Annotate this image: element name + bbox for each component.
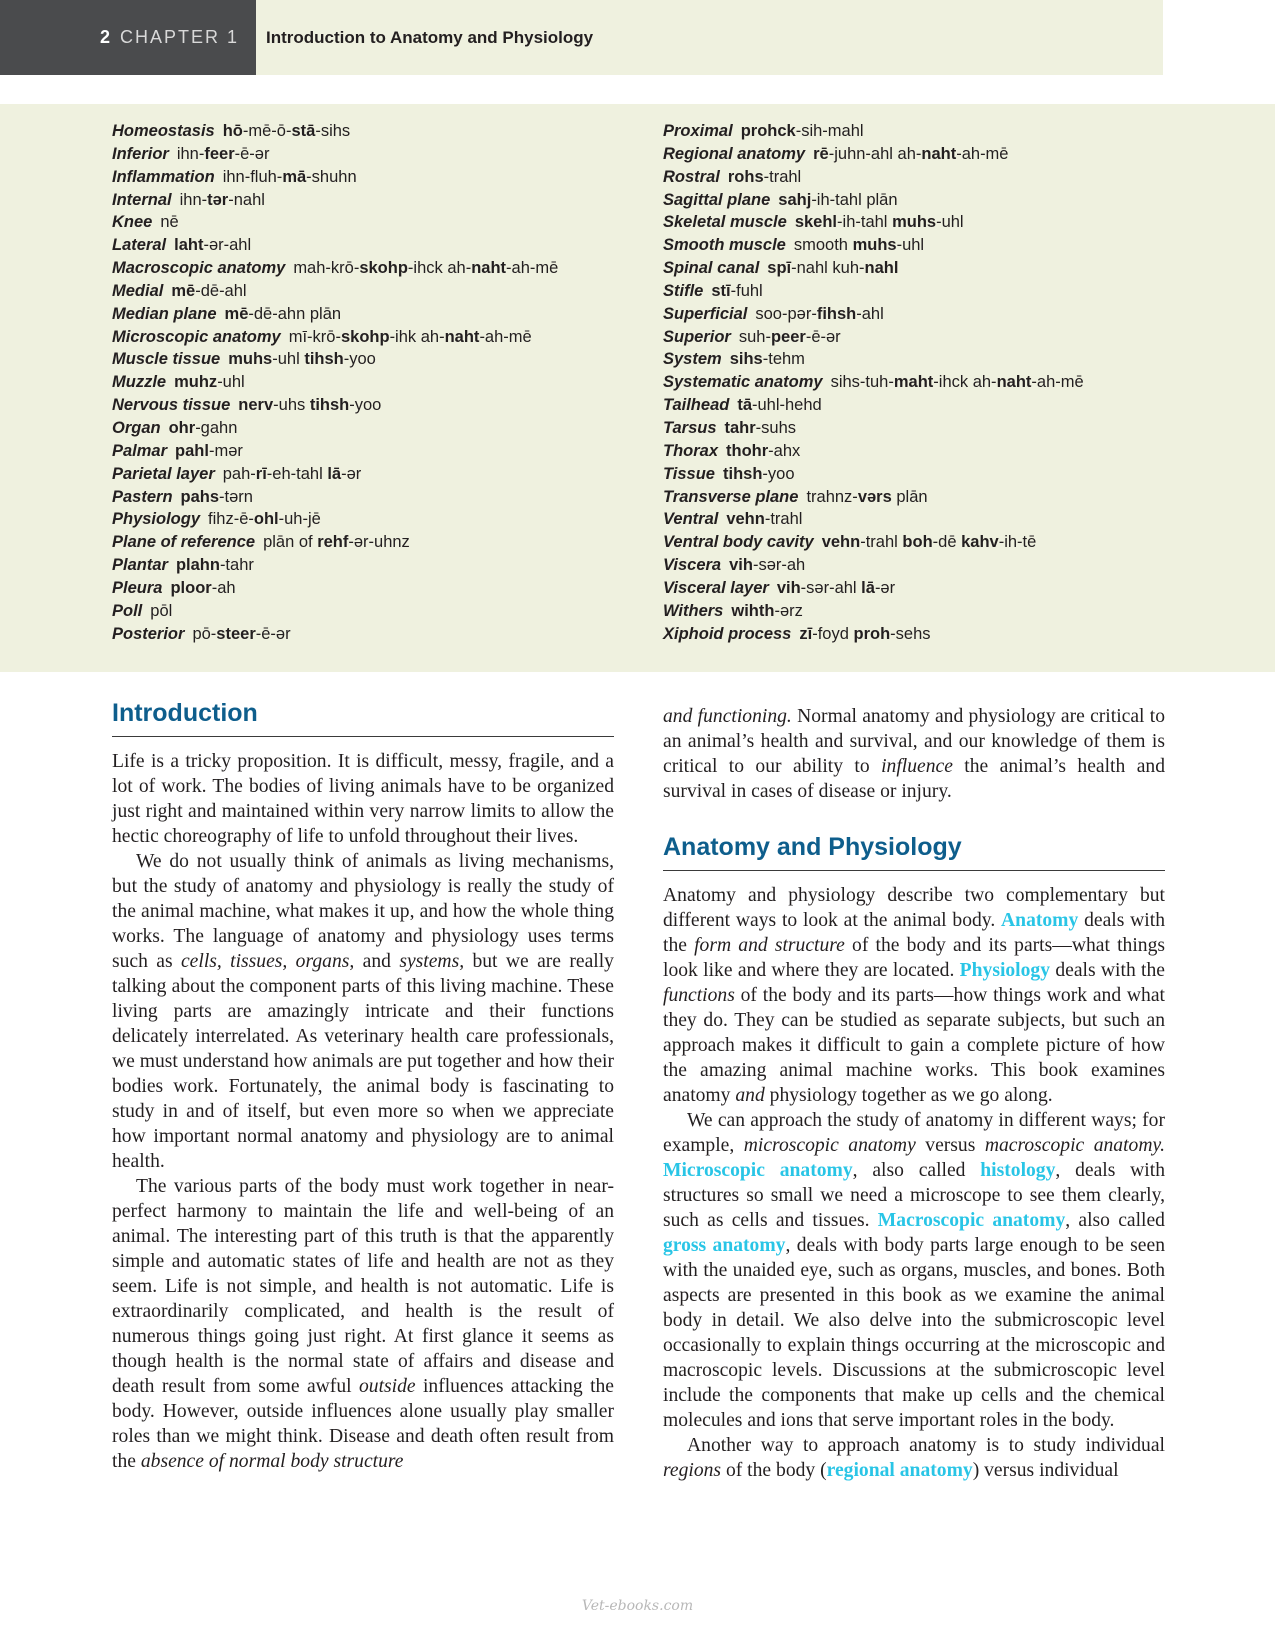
glossary-entry xyxy=(112,371,652,394)
glossary-term: Tissue xyxy=(663,464,715,483)
glossary-pronunciation: rohs-trahl xyxy=(727,167,802,186)
glossary-pronunciation: prohck-sih-mahl xyxy=(740,122,864,140)
glossary-entry xyxy=(663,303,1223,326)
glossary-term: Xiphoid process xyxy=(663,624,792,643)
glossary-entry xyxy=(112,326,652,349)
glossary-term: Skeletal muscle xyxy=(663,213,787,232)
paragraph: We can approach the study of anatomy in different ways; for example, microscopic anatomy versus macroscopic anatomy. Microscopic anatomy, also called histology, deals with structures so small we need a microscope to see them clearly, such as cells and tissues. Macroscopic anatomy, also called gross anatomy, deals with body parts large enough to be seen with the unaided eye, such as organs, muscles, and bones. Both aspects are presented in this book as we examine the animal body in detail. We also delve into the submicroscopic level occasionally to explain things occurring at the microscopic and macroscopic levels. Discussions at the submicroscopic level include the components that make up cells and the chemical molecules and ions that serve important roles in the body. xyxy=(663,1110,1166,1431)
glossary-term: Medial xyxy=(112,281,164,300)
glossary-term: Organ xyxy=(112,418,161,437)
glossary-pronunciation: ploor-ah xyxy=(170,578,236,597)
glossary-term: Lateral xyxy=(112,236,167,255)
glossary-term: Palmar xyxy=(112,441,168,460)
glossary-pronunciation: mī-krō-skohp-ihk ah-naht-ah-mē xyxy=(288,327,532,346)
glossary-pronunciation: soo-pər-fihsh-ahl xyxy=(755,304,884,323)
glossary-term: Transverse plane xyxy=(663,487,799,506)
glossary-pronunciation: skehl-ih-tahl muhs-uhl xyxy=(794,213,964,232)
glossary-term: Plantar xyxy=(112,556,168,575)
page-number: 2 xyxy=(100,27,111,47)
glossary-entry xyxy=(663,326,1223,349)
glossary-pronunciation: wihth-ərz xyxy=(731,601,803,620)
paragraph: Life is a tricky proposition. It is difficult, messy, fragile, and a lot of work. The bodies of living animals have to be organized just right and maintained within very narrow limits to allow the hectic choreography of life to unfold throughout their lives. xyxy=(112,751,614,847)
glossary-pronunciation: mē-dē-ahl xyxy=(171,281,247,300)
glossary-pronunciation: pahl-mər xyxy=(175,441,243,460)
glossary-term: Poll xyxy=(112,601,143,620)
glossary-pronunciation: smooth muhs-uhl xyxy=(793,236,925,255)
glossary-column-right xyxy=(663,120,1223,645)
chapter-label: CHAPTER 1 xyxy=(120,27,240,47)
glossary-entry xyxy=(663,463,1223,486)
glossary-entry xyxy=(112,417,652,440)
glossary-pronunciation: trahnz-vərs plān xyxy=(806,487,928,506)
glossary-term: Visceral layer xyxy=(663,578,769,597)
glossary-pronunciation: pō-steer-ē-ər xyxy=(192,624,291,643)
glossary-entry xyxy=(112,486,652,509)
glossary-entry xyxy=(112,600,652,623)
glossary-pronunciation: vehn-trahl boh-dē kahv-ih-tē xyxy=(821,533,1037,552)
glossary-term: Knee xyxy=(112,213,153,232)
glossary-term: Pleura xyxy=(112,578,163,597)
glossary-pronunciation: sahj-ih-tahl plān xyxy=(778,190,898,209)
glossary-entry xyxy=(663,531,1223,554)
glossary-term: Pastern xyxy=(112,487,173,506)
glossary-pronunciation: spī-nahl kuh-nahl xyxy=(767,259,899,278)
glossary-term: Stifle xyxy=(663,281,704,300)
body-column-left xyxy=(112,698,614,1474)
glossary-entry xyxy=(663,234,1223,257)
section-heading-introduction: Introduction xyxy=(112,698,614,737)
glossary-term: Tarsus xyxy=(663,418,717,437)
glossary-entry xyxy=(663,623,1223,646)
glossary-entry xyxy=(112,280,652,303)
glossary-entry xyxy=(663,143,1223,166)
glossary-pronunciation: ihn-tər-nahl xyxy=(179,190,265,209)
glossary-pronunciation: stī-fuhl xyxy=(711,281,763,300)
glossary-term: Superficial xyxy=(663,304,748,323)
glossary-term: Posterior xyxy=(112,624,185,643)
glossary-pronunciation: suh-peer-ē-ər xyxy=(738,327,841,346)
glossary-pronunciation: tihsh-yoo xyxy=(722,464,795,483)
glossary-term: Microscopic anatomy xyxy=(112,327,281,346)
glossary-entry xyxy=(663,486,1223,509)
glossary-pronunciation: zī-foyd proh-sehs xyxy=(799,624,931,643)
glossary-pronunciation: thohr-ahx xyxy=(726,441,801,460)
running-header-chapter xyxy=(0,0,256,75)
glossary-pronunciation: pahs-tərn xyxy=(180,487,253,506)
glossary-entry xyxy=(112,234,652,257)
glossary-term: Internal xyxy=(112,190,172,209)
glossary-entry xyxy=(663,554,1223,577)
glossary-pronunciation: ohr-gahn xyxy=(168,418,238,437)
glossary-entry xyxy=(112,303,652,326)
glossary-entry xyxy=(663,348,1223,371)
glossary-entry xyxy=(112,577,652,600)
glossary-entry xyxy=(112,440,652,463)
glossary-term: Viscera xyxy=(663,556,722,575)
glossary-entry xyxy=(112,508,652,531)
glossary-entry xyxy=(112,143,652,166)
section-heading-anatomy-physiology: Anatomy and Physiology xyxy=(663,832,1165,871)
glossary-pronunciation: nē xyxy=(160,213,179,232)
glossary-pronunciation: vih-sər-ahl lā-ər xyxy=(776,578,896,597)
glossary-term: Median plane xyxy=(112,304,217,323)
glossary-term: Nervous tissue xyxy=(112,396,231,415)
glossary-term: Physiology xyxy=(112,510,201,529)
glossary-term: Muscle tissue xyxy=(112,350,221,369)
glossary-term: Parietal layer xyxy=(112,464,215,483)
glossary-term: Tailhead xyxy=(663,396,730,415)
glossary-pronunciation: hō-mē-ō-stā-sihs xyxy=(222,122,351,140)
glossary-entry xyxy=(112,463,652,486)
glossary-term: Sagittal plane xyxy=(663,190,771,209)
glossary-pronunciation: ihn-fluh-mā-shuhn xyxy=(222,167,357,186)
glossary-pronunciation: vih-sər-ah xyxy=(729,556,806,575)
glossary-term: Muzzle xyxy=(112,373,167,392)
glossary-entry xyxy=(663,257,1223,280)
glossary-term: Inflammation xyxy=(112,167,215,186)
glossary-pronunciation: fihz-ē-ohl-uh-jē xyxy=(208,510,321,529)
glossary-entry xyxy=(112,394,652,417)
glossary-term: Regional anatomy xyxy=(663,144,806,163)
paragraph: The various parts of the body must work together in near-perfect harmony to maintain the life and well-being of an animal. The interesting part of this truth is that the apparently simple and automatic states of life and health are not as they seem. Life is not simple, and health is not automatic. Life is extraordinarily complicated, and health is the result of numerous things going just right. At first glance it seems as though health is the normal state of affairs and disease and death result from some awful outside influences attacking the body. However, outside influences alone usually play smaller roles than we might think. Disease and death often result from the absence of normal body structure xyxy=(112,1176,615,1472)
glossary-entry xyxy=(112,189,652,212)
glossary-entry xyxy=(112,166,652,189)
glossary-pronunciation: ihn-feer-ē-ər xyxy=(176,144,270,163)
glossary-entry xyxy=(663,371,1223,394)
glossary-entry xyxy=(112,348,652,371)
glossary-pronunciation: sihs-tuh-maht-ihck ah-naht-ah-mē xyxy=(830,373,1084,392)
glossary-entry xyxy=(663,577,1223,600)
glossary-term: Homeostasis xyxy=(112,122,215,140)
glossary-pronunciation: tā-uhl-hehd xyxy=(737,396,822,415)
glossary-term: Spinal canal xyxy=(663,259,760,278)
glossary-term: Plane of reference xyxy=(112,533,256,552)
glossary-entry xyxy=(112,257,652,280)
glossary-entry xyxy=(112,623,652,646)
glossary-term: Superior xyxy=(663,327,731,346)
glossary-entry xyxy=(112,120,652,143)
glossary-entry xyxy=(663,394,1223,417)
glossary-term: Ventral body cavity xyxy=(663,533,814,552)
paragraph: Anatomy and physiology describe two complementary but different ways to look at the animal body. Anatomy deals with the form and structure of the body and its parts—what things look like and where they are located. Physiology deals with the functions of the body and its parts—how things work and what they do. They can be studied as separate subjects, but such an approach makes it difficult to gain a complete picture of how the amazing animal machine works. This book examines anatomy and physiology together as we go along. xyxy=(663,885,1165,1106)
watermark-logo: Vet-ebooks.com xyxy=(581,1598,694,1614)
glossary-term: Withers xyxy=(663,601,724,620)
glossary-entry xyxy=(663,120,1223,143)
paragraph: and functioning. Normal anatomy and physiology are critical to an animal’s health and survival, and our knowledge of them is critical to our ability to influence the animal’s health and survival in cases of disease or injury. xyxy=(663,706,1165,802)
glossary-pronunciation: muhz-uhl xyxy=(174,373,245,392)
glossary-column-left xyxy=(112,120,652,645)
glossary-term: Rostral xyxy=(663,167,720,186)
pronunciation-glossary xyxy=(0,104,1275,672)
glossary-pronunciation: vehn-trahl xyxy=(726,510,803,529)
glossary-term: Ventral xyxy=(663,510,719,529)
glossary-entry xyxy=(663,166,1223,189)
glossary-pronunciation: pah-rī-eh-tahl lā-ər xyxy=(222,464,362,483)
glossary-pronunciation: nerv-uhs tihsh-yoo xyxy=(238,396,382,415)
glossary-term: Macroscopic anatomy xyxy=(112,259,286,278)
glossary-entry xyxy=(112,531,652,554)
paragraph: We do not usually think of animals as living mechanisms, but the study of anatomy and physiology is really the study of the animal machine, what makes it up, and how the whole thing works. The language of anatomy and physiology uses terms such as cells, tissues, organs, and systems, but we are really talking about the component parts of this living machine. These living parts are amazingly intricate and their functions delicately interrelated. As veterinary health care professionals, we must understand how animals are put together and how their bodies work. Fortunately, the animal body is fascinating to study in and of itself, but even more so when we appreciate how important normal anatomy and physiology are to animal health. xyxy=(112,851,614,1172)
glossary-entry xyxy=(663,508,1223,531)
glossary-pronunciation: muhs-uhl tihsh-yoo xyxy=(228,350,376,369)
glossary-entry xyxy=(663,440,1223,463)
glossary-pronunciation: tahr-suhs xyxy=(724,418,797,437)
glossary-pronunciation: plahn-tahr xyxy=(175,556,254,575)
glossary-entry xyxy=(663,600,1223,623)
glossary-pronunciation: mē-dē-ahn plān xyxy=(224,304,342,323)
glossary-entry xyxy=(112,211,652,234)
glossary-entry xyxy=(663,280,1223,303)
body-column-right xyxy=(663,704,1165,1483)
glossary-pronunciation: plān of rehf-ər-uhnz xyxy=(263,533,410,552)
glossary-term: Smooth muscle xyxy=(663,236,786,255)
glossary-entry xyxy=(663,211,1223,234)
glossary-entry xyxy=(663,417,1223,440)
glossary-entry xyxy=(663,189,1223,212)
glossary-pronunciation: laht-ər-ahl xyxy=(174,236,252,255)
glossary-pronunciation: sihs-tehm xyxy=(729,350,805,369)
glossary-entry xyxy=(112,554,652,577)
glossary-term: Systematic anatomy xyxy=(663,373,823,392)
glossary-term: Thorax xyxy=(663,441,719,460)
paragraph: Another way to approach anatomy is to study individual regions of the body (regional anatomy) versus individual xyxy=(663,1435,1165,1481)
glossary-term: Inferior xyxy=(112,144,169,163)
glossary-term: Proximal xyxy=(663,122,733,140)
glossary-pronunciation: rē-juhn-ahl ah-naht-ah-mē xyxy=(813,144,1009,163)
glossary-pronunciation: mah-krō-skohp-ihck ah-naht-ah-mē xyxy=(293,259,559,278)
glossary-pronunciation: pōl xyxy=(150,601,173,620)
running-header-title: Introduction to Anatomy and Physiology xyxy=(256,0,1163,75)
glossary-term: System xyxy=(663,350,722,369)
